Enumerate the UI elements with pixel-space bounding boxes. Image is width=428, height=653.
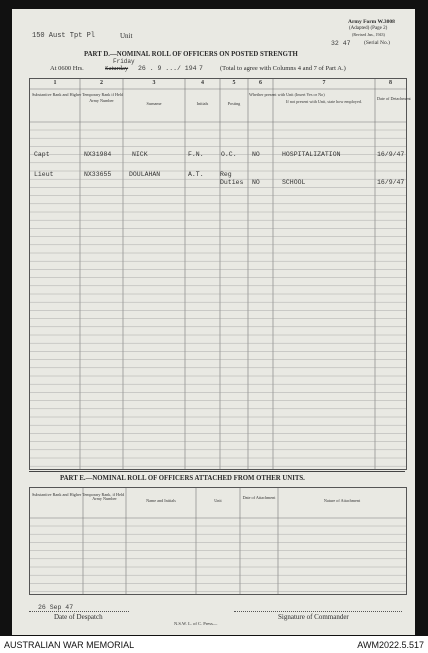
form-id: Army Form W.3008: [348, 19, 395, 25]
e-col-header-unit: Unit: [214, 498, 222, 503]
archive-footer: [0, 636, 428, 653]
row2-rank: Lieut: [34, 171, 54, 178]
part-d-grid: [30, 79, 411, 469]
col-header-army-number: Army Number: [89, 98, 114, 103]
col-num-8: 8: [389, 80, 392, 86]
row1-employment: HOSPITALIZATION: [282, 151, 341, 158]
col-header-date: Date of Detachment: [377, 96, 411, 101]
col-header-surname: Surname: [146, 101, 162, 106]
serial-label: (Serial No.): [364, 40, 390, 46]
part-e-divider: [29, 471, 405, 472]
form-sheet: [12, 9, 415, 635]
col-num-6: 6: [259, 80, 262, 86]
row2-army-number: NX33655: [84, 171, 112, 178]
despatch-date: 26 Sep 47: [38, 604, 74, 611]
row2-date: 16/9/47: [377, 179, 405, 186]
e-col-header-rank: Substantive Rank and Higher Temporary Rank, if Held: [32, 492, 125, 497]
col-num-7: 7: [322, 80, 326, 86]
col-header-posting: Posting: [227, 101, 241, 106]
col-header-initials: Initials: [196, 101, 209, 106]
col-num-2: 2: [100, 80, 103, 86]
signature-label: Signature of Commander: [278, 613, 349, 621]
despatch-label: Date of Despatch: [54, 613, 103, 621]
despatch-line: [29, 611, 129, 612]
row1-surname: NICK: [132, 151, 148, 158]
row1-date: 16/9/47: [377, 151, 405, 158]
e-col-header-army-number: Army Number: [92, 496, 117, 501]
row2-posting: Reg Duties: [220, 171, 244, 186]
footer-accession: AWM2022.5.517: [357, 640, 424, 650]
signature-line: [234, 611, 402, 612]
col-num-4: 4: [201, 80, 204, 86]
row1-rank: Capt: [34, 151, 50, 158]
part-d-title: PART D.—NOMINAL ROLL OF OFFICERS ON POSTED STRENGTH: [84, 51, 298, 58]
unit-value: 150 Aust Tpt Pl: [32, 32, 96, 40]
row1-present: NO: [252, 151, 260, 158]
col-num-3: 3: [152, 80, 156, 86]
part-d-date: 26 . 9 .../ 194: [138, 65, 197, 72]
col-header-employment: If not present with Unit, state how employed.: [286, 99, 362, 104]
serial-value: 32 47: [331, 40, 351, 47]
col-num-1: 1: [53, 80, 57, 86]
part-d-year-typed: 7: [199, 65, 203, 72]
part-d-at-label: At 0600 Hrs.: [50, 65, 84, 72]
form-adapted: (Adapted) (Page 2): [349, 26, 388, 31]
e-col-header-name: Name and Initials: [146, 498, 176, 503]
printer-credit: N.S.W. L. of C. Press—: [174, 621, 218, 626]
part-e-title: PART E.—NOMINAL ROLL OF OFFICERS ATTACHED FROM OTHER UNITS.: [60, 475, 305, 482]
row1-posting: O.C.: [221, 151, 237, 158]
part-e-table: [29, 487, 407, 595]
row1-initials: F.N.: [188, 151, 204, 158]
part-d-table: [29, 78, 411, 470]
col-header-rank: Substantive Rank and Higher Temporary Rank if Held: [32, 92, 124, 97]
part-d-total-note: (Total to agree with Columns 4 and 7 of Part A.): [220, 65, 346, 72]
part-e-grid: [30, 488, 406, 594]
col-header-present: Whether present with Unit (Insert Yes or No): [249, 92, 325, 97]
part-d-day-typed: Friday: [113, 58, 135, 65]
part-d-day-printed: Saturday: [105, 65, 129, 72]
col-num-5: 5: [232, 80, 236, 86]
unit-label: Unit: [120, 32, 133, 40]
e-col-header-nature: Nature of Attachment: [323, 498, 361, 503]
form-revised: (Revised Jan., 1943): [352, 32, 385, 37]
row2-present: NO: [252, 179, 260, 186]
row1-army-number: NX31984: [84, 151, 112, 158]
e-col-header-attachment-date: Date of Attachment: [242, 495, 276, 500]
footer-institution: AUSTRALIAN WAR MEMORIAL: [4, 640, 135, 650]
row2-surname: DOULAHAN: [129, 171, 161, 178]
row2-employment: SCHOOL: [282, 179, 306, 186]
row2-initials: A.T.: [188, 171, 204, 178]
